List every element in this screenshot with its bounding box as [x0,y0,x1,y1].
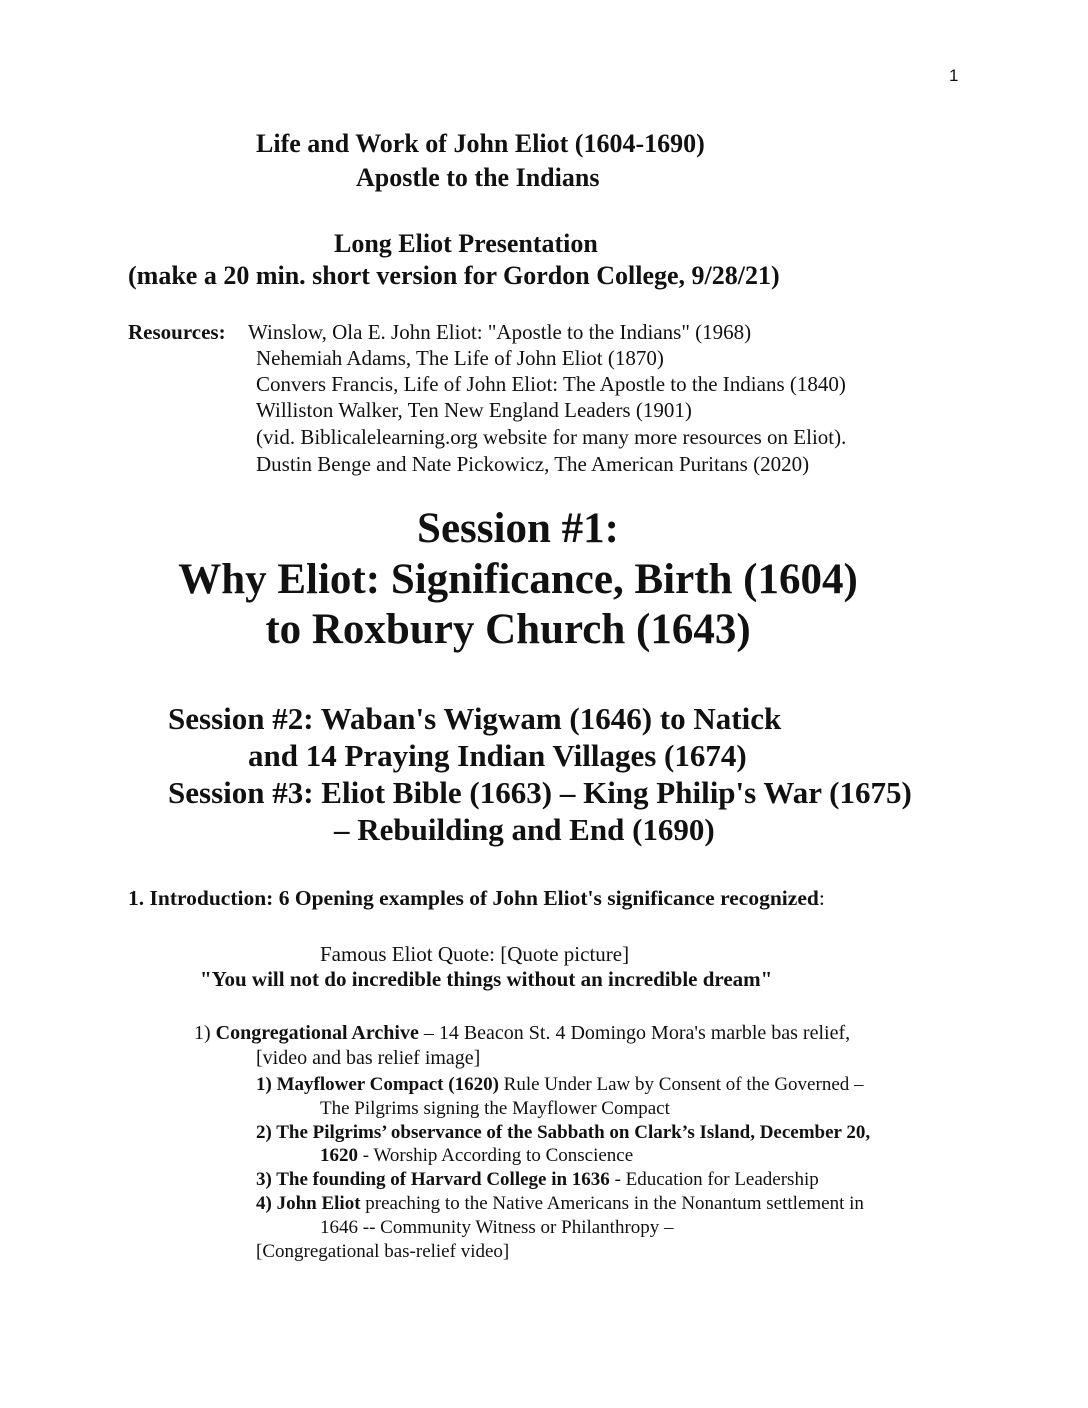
list-item [256,1193,864,1215]
session-3-line-1: Session #3: Eliot Bible (1663) – King Philip's War (1675) [168,775,912,810]
session-3-line-2: – Rebuilding and End (1690) [334,812,715,847]
list-item-text: - Education for Leadership [609,1169,819,1190]
session-1-line-3: to Roxbury Church (1643) [265,606,751,653]
list-item-bold: 3) The founding of Harvard College in 1636 [256,1169,610,1190]
list-item-text: preaching to the Native Americans in the Nonantum settlement in [360,1193,864,1214]
session-2-line-1: Session #2: Waban's Wigwam (1646) to Natick [168,701,782,736]
archive-heading [194,1022,850,1045]
resource-item: Dustin Benge and Nate Pickowicz, The American Puritans (2020) [256,452,810,476]
list-item-bold: 4) John Eliot [256,1193,361,1214]
title-line-2: Apostle to the Indians [356,163,600,192]
title-line-3: Long Eliot Presentation [334,229,598,258]
list-item-continuation: The Pilgrims signing the Mayflower Compact [320,1098,670,1119]
list-item [256,1122,870,1144]
introduction-heading-text: 1. Introduction: 6 Opening examples of John Eliot's significance recognized [128,886,819,910]
list-item-text: Rule Under Law by Consent of the Governed – [498,1074,864,1095]
archive-name: Congregational Archive [215,1022,419,1044]
session-1-line-2: Why Eliot: Significance, Birth (1604) [178,556,858,603]
list-item-bold: 1) Mayflower Compact (1620) [256,1074,499,1095]
resource-item: (vid. Biblicalelearning.org website for many more resources on Eliot). [256,425,847,449]
archive-description: – 14 Beacon St. 4 Domingo Mora's marble bas relief, [418,1022,851,1044]
list-item-bold: 2) The Pilgrims’ observance of the Sabbath on Clark’s Island, December 20, [256,1122,871,1143]
resource-item: Winslow, Ola E. John Eliot: "Apostle to the Indians" (1968) [248,320,752,344]
archive-number: 1) [194,1022,211,1044]
resource-item: Williston Walker, Ten New England Leaders (1901) [256,398,692,422]
list-item [256,1074,864,1096]
archive-video-note: [Congregational bas-relief video] [256,1241,510,1262]
introduction-heading [128,886,825,911]
list-item-text: - Worship According to Conscience [358,1145,634,1166]
eliot-quote: "You will not do incredible things without an incredible dream" [200,967,773,991]
introduction-heading-colon: : [818,886,825,910]
resources-label: Resources: [128,320,226,344]
session-2-line-2: and 14 Praying Indian Villages (1674) [248,738,747,773]
session-1-line-1: Session #1: [417,505,619,552]
resource-item: Convers Francis, Life of John Eliot: The Apostle to the Indians (1840) [256,372,846,396]
list-item-continuation: 1646 -- Community Witness or Philanthropy – [320,1217,674,1238]
title-line-1: Life and Work of John Eliot (1604-1690) [256,129,705,158]
title-line-4: (make a 20 min. short version for Gordon College, 9/28/21) [128,261,780,290]
resource-item: Nehemiah Adams, The Life of John Eliot (1870) [256,346,664,370]
page-number: 1 [949,66,959,85]
list-item-continuation [320,1145,633,1167]
quote-label: Famous Eliot Quote: [Quote picture] [320,942,630,966]
list-item [256,1169,819,1191]
archive-media-note: [video and bas relief image] [256,1047,481,1069]
list-item-bold: 1620 [320,1145,358,1166]
